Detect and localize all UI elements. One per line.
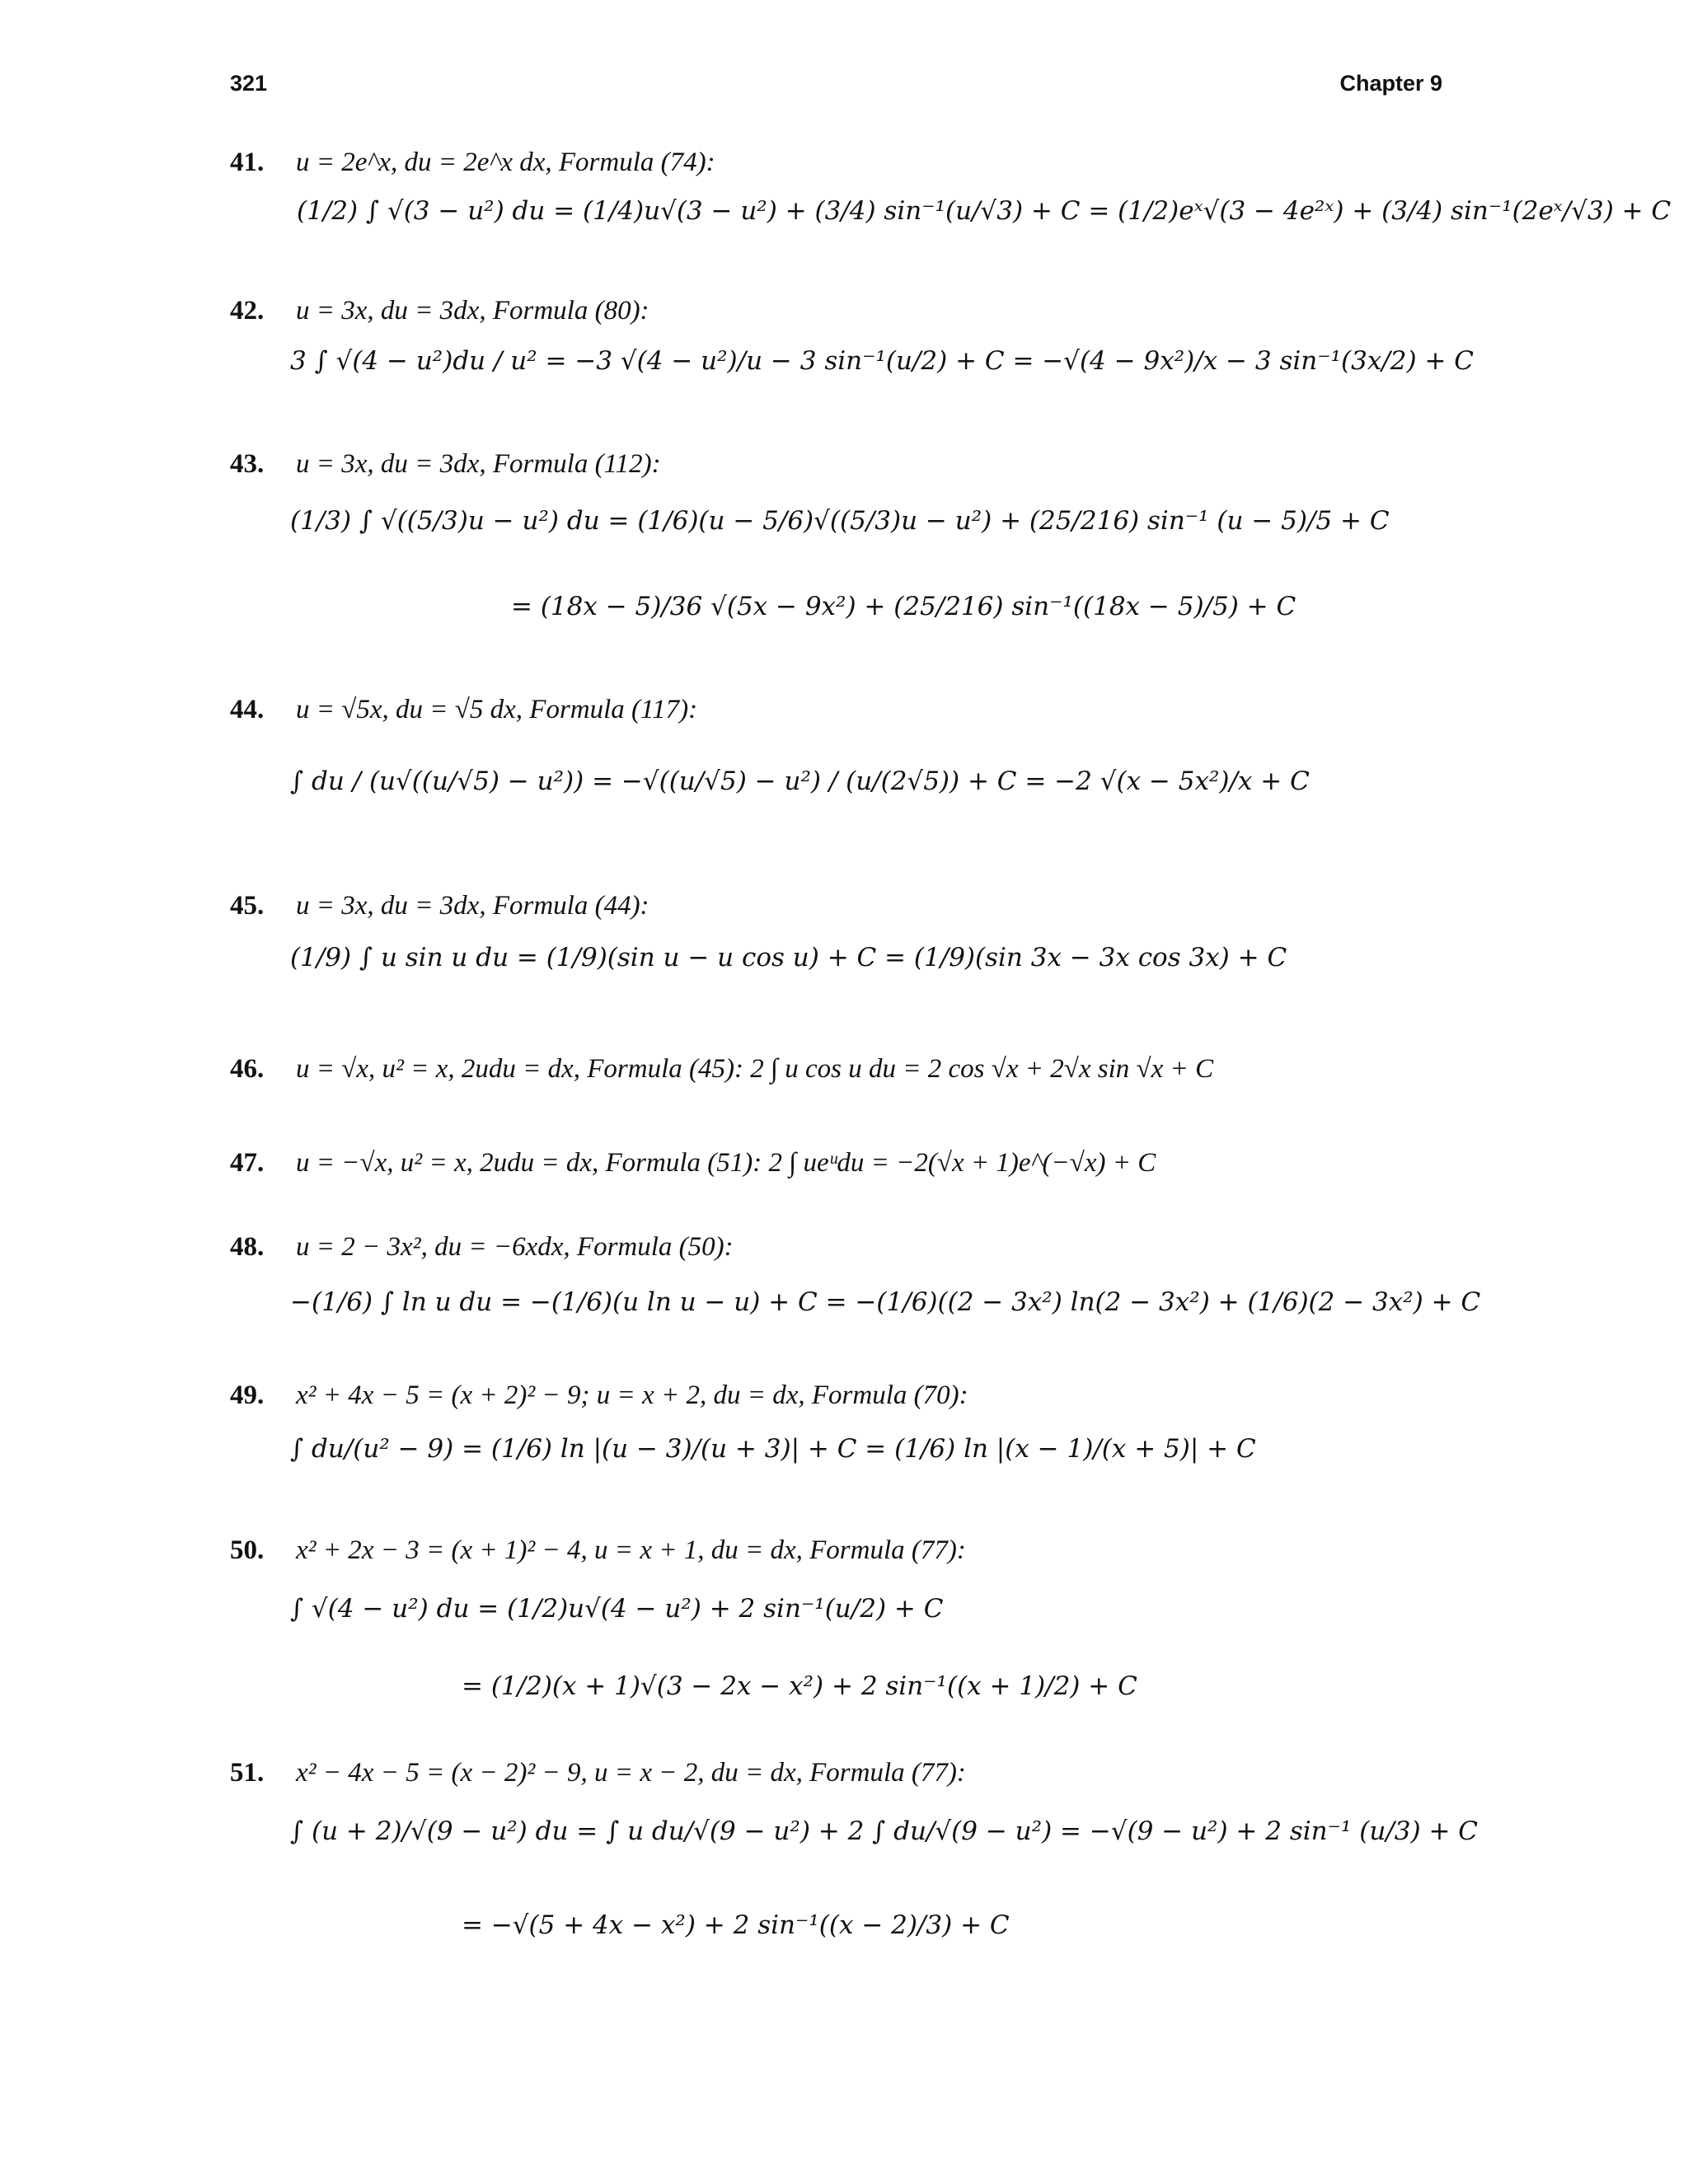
problem-substitution: x² + 4x − 5 = (x + 2)² − 9; u = x + 2, du = dx, Formula (70): [296,1380,968,1410]
problem-substitution: u = −√x, u² = x, 2udu = dx, Formula (51): 2 ∫ ueᵘdu = −2(√x + 1)e^(−√x) + C [296,1148,1156,1178]
problem-43-heading [230,447,661,480]
problem-number: 41. [230,148,265,177]
problem-51-equation-line-2: = −√(5 + 4x − x²) + 2 sin⁻¹((x − 2)/3) + C [462,1910,1010,1940]
problem-43-equation-line-2: = (18x − 5)/36 √(5x − 9x²) + (25/216) sin⁻¹((18x − 5)/5) + C [511,592,1296,621]
problem-number: 44. [230,695,265,724]
problem-51-heading [230,1755,966,1788]
problem-41-equation: (1/2) ∫ √(3 − u²) du = (1/4)u√(3 − u²) + (3/4) sin⁻¹(u/√3) + C = (1/2)eˣ√(3 − 4e²ˣ) + (3/4) sin⁻¹(2eˣ/√3) + C [297,196,1672,226]
problem-number: 51. [230,1758,265,1788]
page-number: 321 [230,71,268,96]
problem-number: 48. [230,1232,265,1262]
problem-42-heading [230,293,649,326]
problem-41-heading [230,145,715,178]
problem-47-heading [230,1146,1156,1179]
problem-number: 49. [230,1380,265,1410]
problem-number: 45. [230,891,265,921]
problem-number: 50. [230,1535,265,1565]
problem-45-equation: (1/9) ∫ u sin u du = (1/9)(sin u − u cos u) + C = (1/9)(sin 3x − 3x cos 3x) + C [290,943,1287,972]
problem-number: 43. [230,449,265,479]
problem-51-equation-line-1: ∫ (u + 2)/√(9 − u²) du = ∫ u du/√(9 − u²) + 2 ∫ du/√(9 − u²) = −√(9 − u²) + 2 sin⁻¹ (u/3) + C [290,1816,1478,1846]
problem-44-equation: ∫ du / (u√((u/√5) − u²)) = −√((u/√5) − u²) / (u/(2√5)) + C = −2 √(x − 5x²)/x + C [290,766,1310,796]
problem-48-equation: −(1/6) ∫ ln u du = −(1/6)(u ln u − u) + C = −(1/6)((2 − 3x²) ln(2 − 3x²) + (1/6)(2 − 3x²) + C [290,1287,1481,1317]
chapter-title: Chapter 9 [1339,71,1442,96]
problem-number: 42. [230,296,265,326]
problem-substitution: u = 2e^x, du = 2e^x dx, Formula (74): [296,148,715,177]
problem-48-heading [230,1230,734,1263]
problem-number: 46. [230,1054,265,1084]
problem-substitution: u = 2 − 3x², du = −6xdx, Formula (50): [296,1232,734,1262]
problem-49-equation: ∫ du/(u² − 9) = (1/6) ln |(u − 3)/(u + 3)| + C = (1/6) ln |(x − 1)/(x + 5)| + C [290,1434,1256,1464]
problem-substitution: u = 3x, du = 3dx, Formula (44): [296,891,649,921]
problem-substitution: x² − 4x − 5 = (x − 2)² − 9, u = x − 2, du = dx, Formula (77): [296,1758,966,1788]
problem-substitution: u = 3x, du = 3dx, Formula (112): [296,449,661,479]
problem-44-heading [230,692,697,725]
problem-42-equation: 3 ∫ √(4 − u²)du / u² = −3 √(4 − u²)/u − 3 sin⁻¹(u/2) + C = −√(4 − 9x²)/x − 3 sin⁻¹(3x/2) + C [290,346,1474,376]
problem-43-equation-line-1: (1/3) ∫ √((5/3)u − u²) du = (1/6)(u − 5/6)√((5/3)u − u²) + (25/216) sin⁻¹ (u − 5)/5 + C [290,506,1390,536]
problem-45-heading [230,888,649,921]
problem-substitution: u = 3x, du = 3dx, Formula (80): [296,296,649,326]
problem-number: 47. [230,1148,265,1178]
problem-substitution: x² + 2x − 3 = (x + 1)² − 4, u = x + 1, du = dx, Formula (77): [296,1535,966,1565]
problem-50-equation-line-2: = (1/2)(x + 1)√(3 − 2x − x²) + 2 sin⁻¹((x + 1)/2) + C [462,1671,1137,1701]
problem-substitution: u = √5x, du = √5 dx, Formula (117): [296,695,698,724]
problem-50-heading [230,1533,966,1566]
problem-49-heading [230,1378,968,1411]
problem-50-equation-line-1: ∫ √(4 − u²) du = (1/2)u√(4 − u²) + 2 sin⁻¹(u/2) + C [290,1594,944,1624]
problem-substitution: u = √x, u² = x, 2udu = dx, Formula (45): 2 ∫ u cos u du = 2 cos √x + 2√x sin √x + C [296,1054,1214,1084]
problem-46-heading [230,1052,1213,1085]
